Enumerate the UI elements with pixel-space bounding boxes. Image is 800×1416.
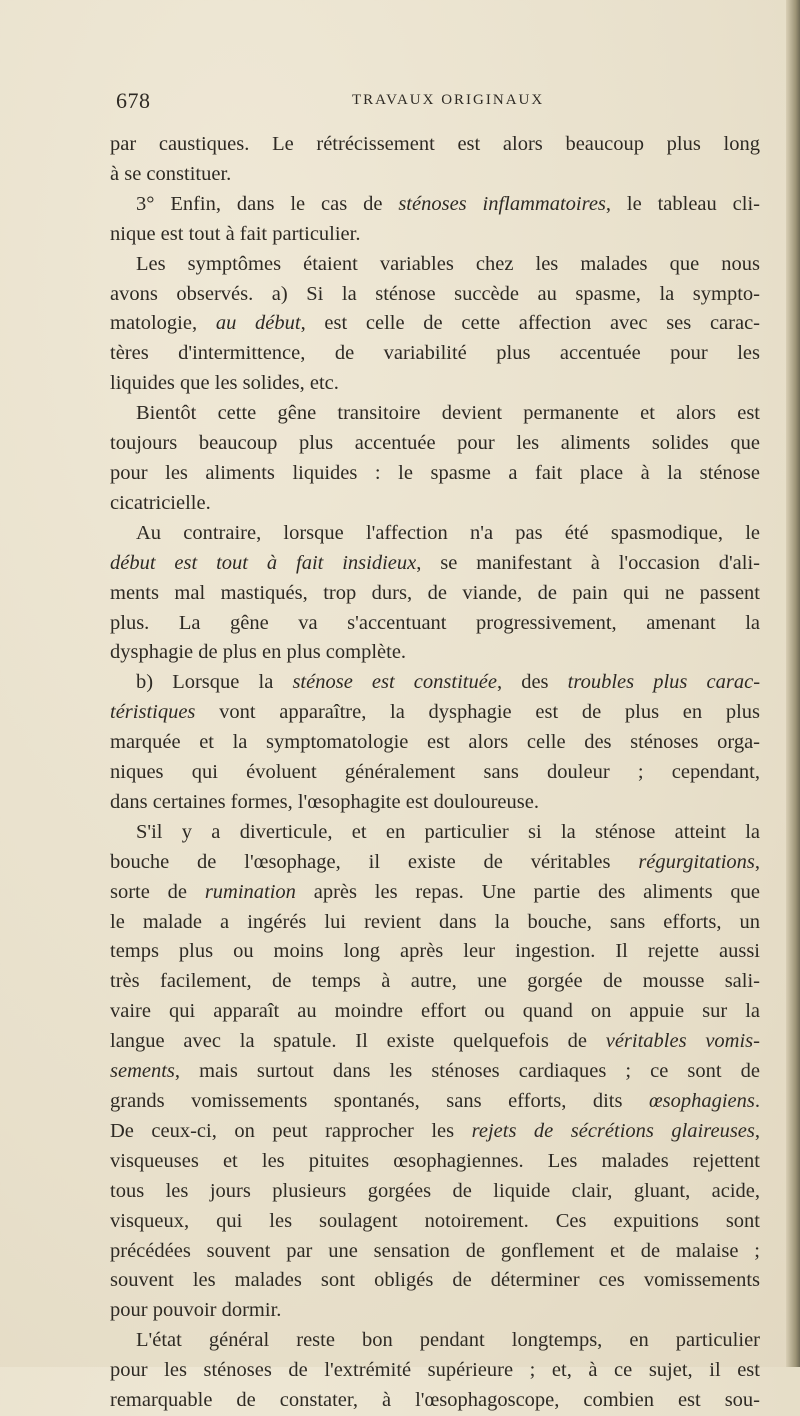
- italic-text: régurgitations: [638, 850, 755, 873]
- text-line: S'il y a diverticule, et en particulier si la sténose atteint la: [136, 820, 760, 843]
- page-edge-shadow: [786, 0, 800, 1367]
- italic-text: au début: [215, 312, 301, 335]
- text-line: liquides que les solides, etc.: [110, 372, 339, 395]
- text-line: visqueuses et les pituites œsophagiennes. Les malades rejettent: [110, 1149, 760, 1172]
- text-line: début est tout à fait insidieux, se manifestant à l'occasion d'ali-: [110, 551, 760, 574]
- italic-text: sténoses inflammatoires: [398, 192, 606, 215]
- text-line: temps plus ou moins long après leur ingestion. Il rejette aussi: [110, 940, 760, 963]
- text-line: Bientôt cette gêne transitoire devient permanente et alors est: [136, 402, 760, 425]
- text-line: Au contraire, lorsque l'affection n'a pas été spasmodique, le: [136, 521, 760, 544]
- text-line: cicatricielle.: [110, 491, 211, 514]
- text-line: précédées souvent par une sensation de gonflement et de malaise ;: [110, 1239, 760, 1262]
- text-line: De ceux-ci, on peut rapprocher les rejets de sécrétions glaireuses,: [110, 1119, 760, 1142]
- italic-text: troubles plus carac-: [567, 671, 761, 694]
- text-line: avons observés. a) Si la sténose succède au spasme, la sympto-: [110, 282, 760, 305]
- text-line: le malade a ingérés lui revient dans la bouche, sans efforts, un: [110, 910, 760, 933]
- text-line: b) Lorsque la sténose est constituée, des troubles plus carac-: [136, 671, 761, 694]
- running-head: TRAVAUX ORIGINAUX: [352, 92, 545, 108]
- text-line: remarquable de constater, à l'œsophagoscope, combien est sou-: [110, 1389, 760, 1412]
- text-line: pour les sténoses de l'extrémité supérieure ; et, à ce sujet, il est: [110, 1359, 760, 1382]
- italic-text: début est tout à fait insidieux: [110, 551, 417, 574]
- text-line: Les symptômes étaient variables chez les malades que nous: [136, 252, 760, 275]
- text-line: 3° Enfin, dans le cas de sténoses inflammatoires, le tableau cli-: [136, 192, 760, 215]
- text-line: vaire qui apparaît au moindre effort ou quand on appuie sur la: [110, 1000, 760, 1023]
- text-line: marquée et la symptomatologie est alors celle des sténoses orga-: [110, 731, 760, 754]
- italic-text: rumination: [204, 880, 296, 903]
- text-line: dysphagie de plus en plus complète.: [110, 641, 407, 664]
- text-line: niques qui évoluent généralement sans douleur ; cependant,: [110, 761, 760, 784]
- text-line: matologie, au début, est celle de cette affection avec ses carac-: [110, 312, 761, 335]
- text-line: langue avec la spatule. Il existe quelquefois de véritables vomis-: [110, 1030, 760, 1053]
- italic-text: véritables vomis-: [605, 1030, 760, 1053]
- text-line: toujours beaucoup plus accentuée pour les aliments solides que: [110, 432, 760, 455]
- page-number: 678: [116, 88, 151, 113]
- text-line: sements, mais surtout dans les sténoses cardiaques ; ce sont de: [110, 1060, 760, 1083]
- text-line: par caustiques. Le rétrécissement est alors beaucoup plus long: [110, 133, 760, 155]
- text-line: souvent les malades sont obligés de déterminer ces vomissements: [110, 1269, 760, 1292]
- text-line: plus. La gêne va s'accentuant progressivement, amenant la: [110, 611, 760, 634]
- text-line: très facilement, de temps à autre, une gorgée de mousse sali-: [110, 970, 760, 993]
- body-text: [110, 130, 760, 1416]
- italic-text: téristiques: [110, 701, 196, 724]
- text-line: sorte de rumination après les repas. Une partie des aliments que: [110, 880, 760, 903]
- text-line: pour les aliments liquides : le spasme a fait place à la sténose: [110, 461, 760, 484]
- text-line: téristiques vont apparaître, la dysphagie est de plus en plus: [110, 701, 760, 724]
- italic-text: sements: [110, 1060, 175, 1083]
- text-line: tous les jours plusieurs gorgées de liquide clair, gluant, acide,: [110, 1179, 760, 1202]
- italic-text: sténose est constituée: [292, 671, 497, 694]
- text-line: ments mal mastiqués, trop durs, de viande, de pain qui ne passent: [110, 581, 760, 604]
- text-line: pour pouvoir dormir.: [110, 1299, 282, 1322]
- text-line: nique est tout à fait particulier.: [110, 222, 361, 245]
- text-line: bouche de l'œsophage, il existe de véritables régurgitations,: [110, 850, 760, 873]
- text-line: tères d'intermittence, de variabilité plus accentuée pour les: [110, 342, 760, 365]
- text-line: à se constituer.: [110, 162, 232, 185]
- text-line: dans certaines formes, l'œsophagite est douloureuse.: [110, 790, 539, 813]
- italic-text: œsophagiens: [648, 1090, 755, 1112]
- text-line: grands vomissements spontanés, sans efforts, dits œsophagiens.: [110, 1090, 760, 1112]
- text-line: L'état général reste bon pendant longtemps, en particulier: [136, 1329, 760, 1352]
- italic-text: rejets de sécrétions glaireuses: [471, 1119, 755, 1142]
- text-line: visqueux, qui les soulagent notoirement. Ces expuitions sont: [110, 1209, 760, 1232]
- page-header: [116, 88, 656, 116]
